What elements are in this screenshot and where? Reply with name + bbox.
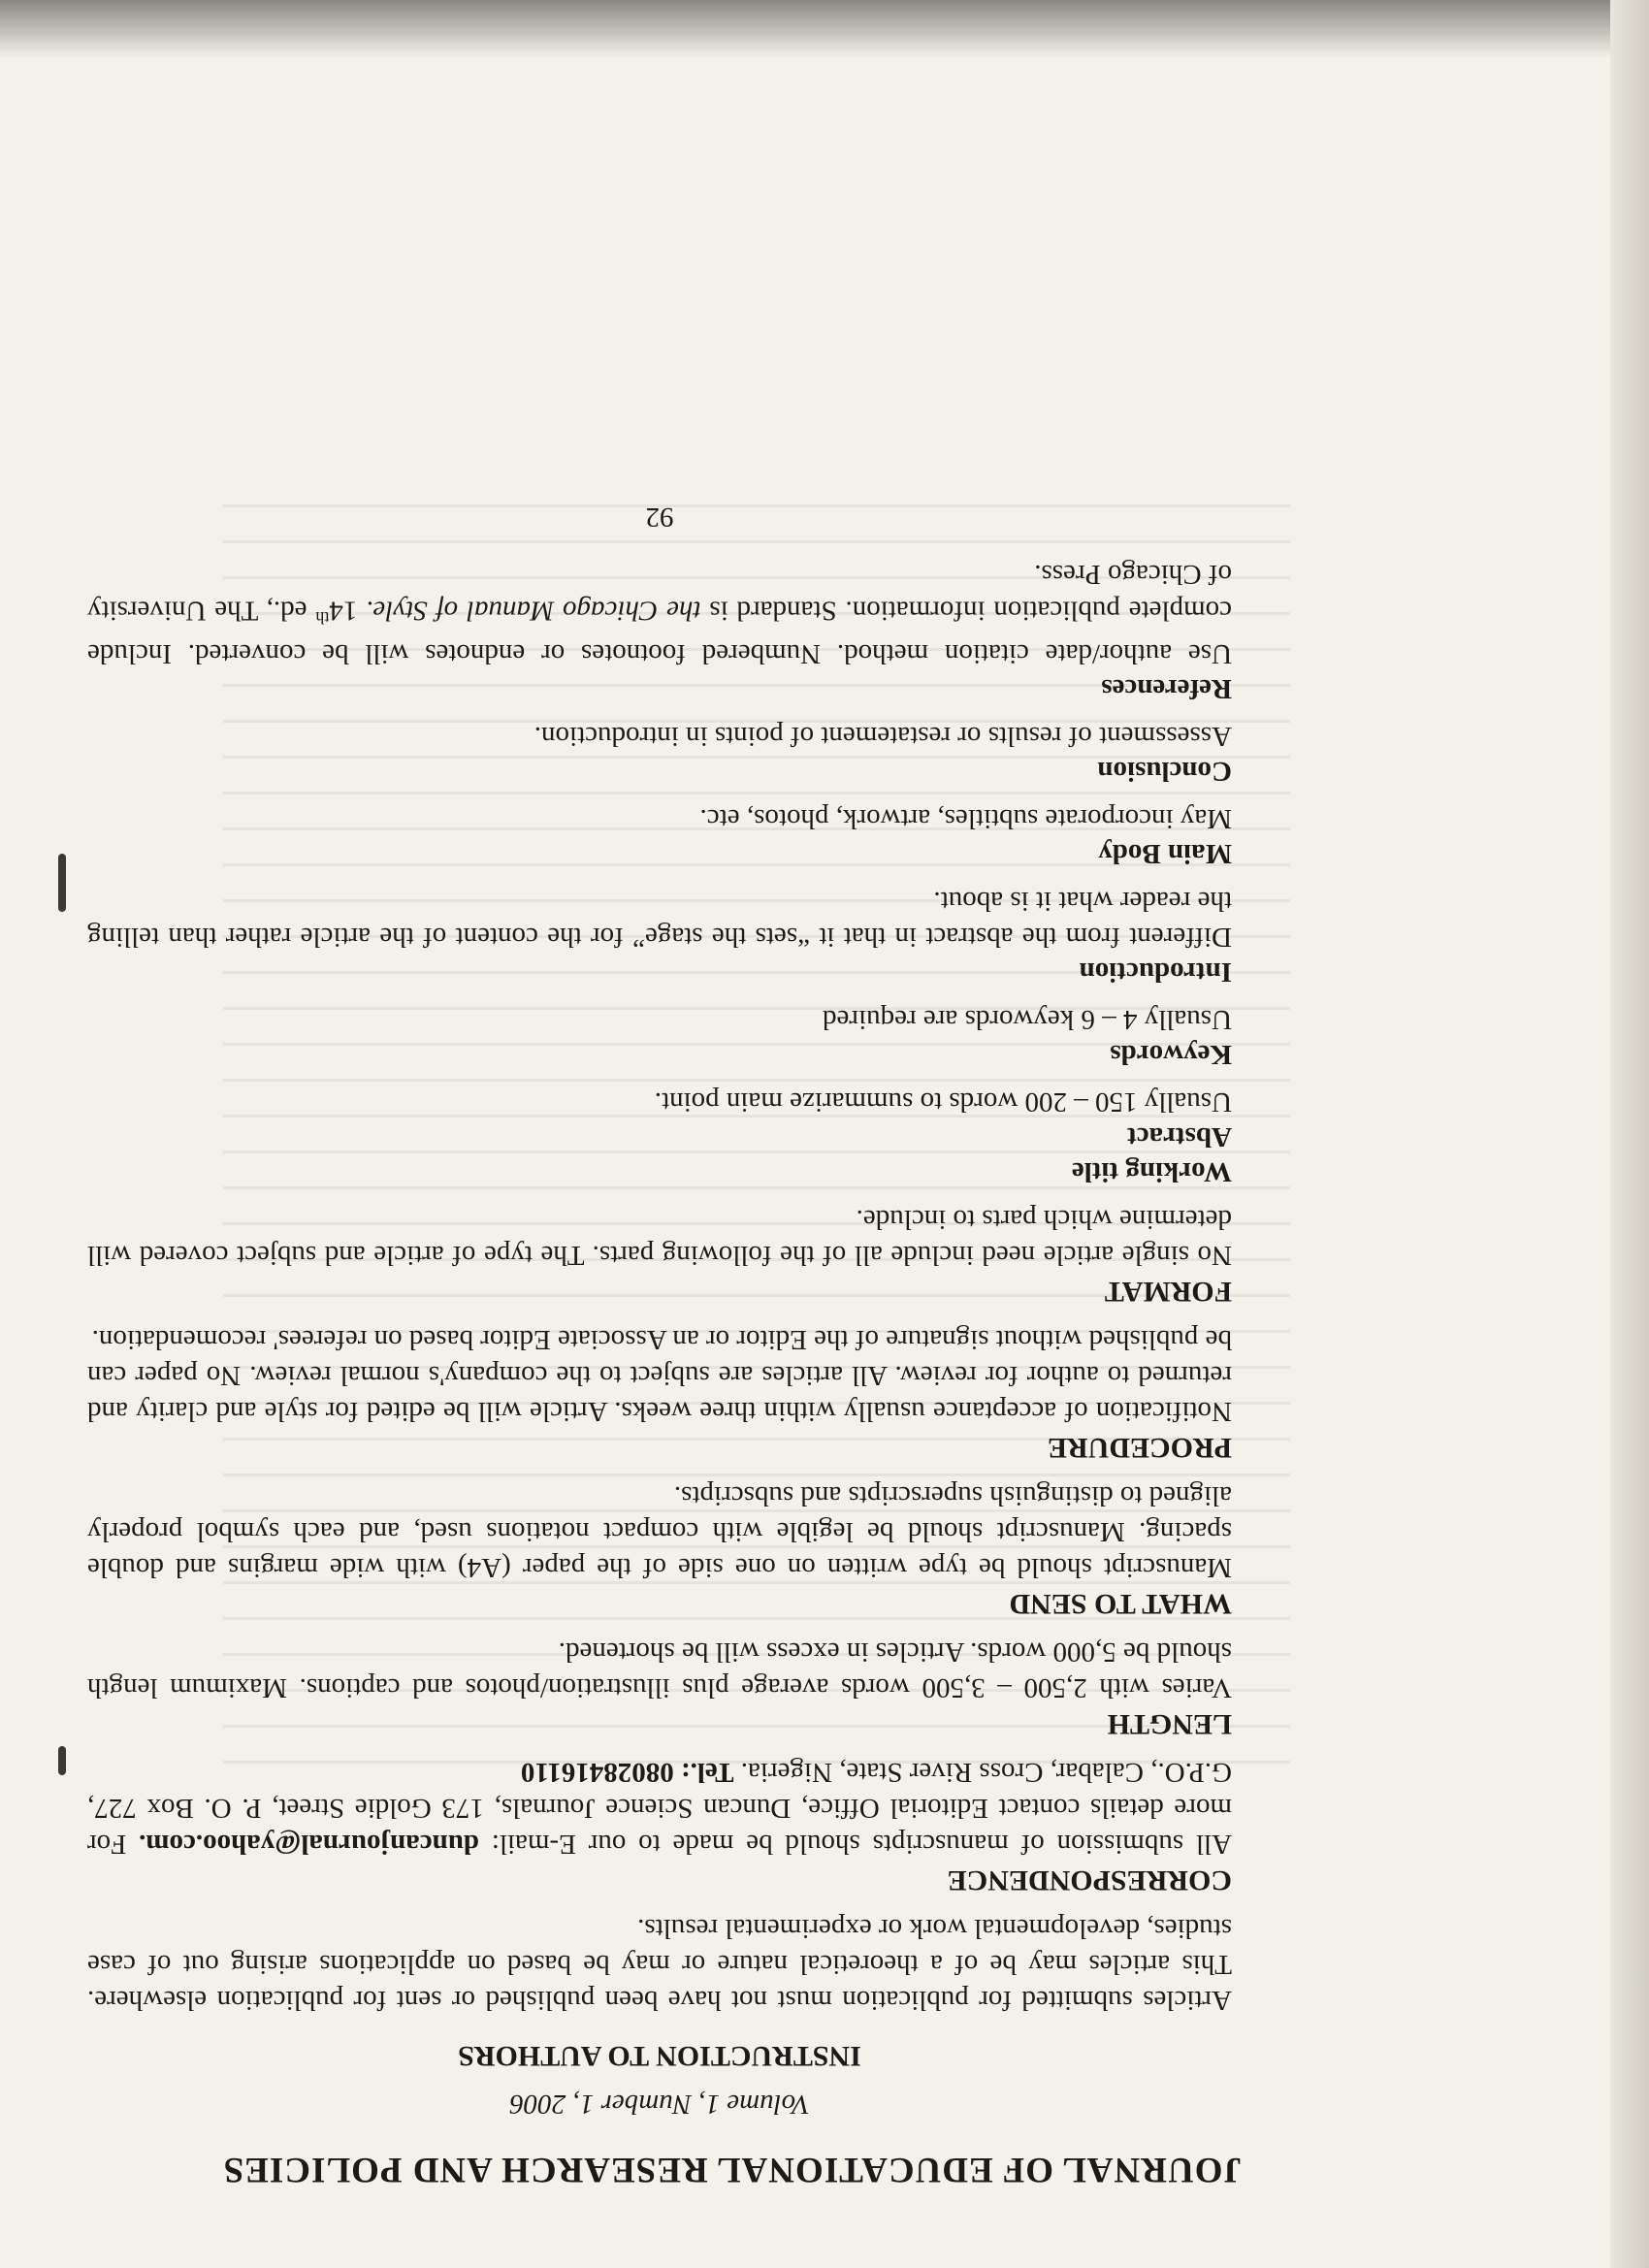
- email-address: duncanjournal@yahoo.com.: [139, 1829, 479, 1860]
- correspondence-text: All submission of manuscripts should be made to our E-mail: duncanjournal@yahoo.com. For more details contact Editorial Office, Duncan Science Journals, 173 Goldie Street, P. O. Box 727, G.P.O., Calabar, Cross River State, Nigeria. Tel.: 08028416110: [86, 1757, 1232, 1860]
- procedure-text: Notification of acceptance usually within three weeks. Article will be edited for style and clarity and returned to author for review. All articles are subject to the company's normal review. No paper can be published without signature of the Editor or an Associate Editor based on referees' recomendation.: [87, 1324, 1232, 1427]
- volume-line: Volume 1, Number 1, 2006: [509, 2089, 810, 2120]
- section-format-heading: FORMAT: [1104, 1276, 1232, 1308]
- intro-paragraph: Articles submitted for publication must not have been published or sent for publication elsewhere. This articles may be of a theoretical nature or may be based on applications arising out of case studies, developmental work or experimental results.: [87, 1913, 1232, 2016]
- conclusion-text: Assessment of results or restatement of points in introduction.: [534, 721, 1232, 752]
- introduction-heading: Introduction: [1079, 956, 1232, 988]
- section-what-to-send-heading: WHAT TO SEND: [1009, 1588, 1232, 1620]
- main-body-heading: Main Body: [1098, 838, 1232, 869]
- section-procedure-heading: PROCEDURE: [1047, 1432, 1232, 1464]
- abstract-heading: Abstract: [1127, 1121, 1232, 1152]
- section-length-heading: LENGTH: [1107, 1708, 1232, 1740]
- telephone: Tel.: 08028416110: [520, 1757, 734, 1788]
- document-body: [86, 501, 1242, 2190]
- conclusion-heading: Conclusion: [1097, 756, 1232, 787]
- keywords-heading: Keywords: [1110, 1039, 1232, 1070]
- main-body-text: May incorporate subtitles, artwork, photos, etc.: [699, 803, 1232, 834]
- length-text: Varies with 2,500 – 3,500 words average plus illustration/photos and captions. Maximum length should be 5,000 words. Articles in excess will be shortened.: [87, 1636, 1232, 1703]
- page-number: 92: [645, 502, 674, 534]
- section-correspondence-heading: CORRESPONDENCE: [947, 1864, 1232, 1896]
- keywords-text: Usually 4 – 6 keywords are required: [823, 1004, 1232, 1035]
- abstract-text: Usually 150 – 200 words to summarize main point.: [654, 1086, 1232, 1118]
- introduction-text: Different from the abstract in that it “sets the stage” for the content of the article rather than telling the reader what it is about.: [87, 886, 1232, 953]
- what-to-send-text: Manuscript should be type written on one side of the paper (A4) with wide margins and double spacing. Manuscript should be legible with compact notations used, and each symbol properly aligned to distinguish superscripts and subscripts.: [87, 1480, 1232, 1583]
- page-title: INSTRUCTION TO AUTHORS: [458, 2040, 861, 2072]
- references-text: Use author/date citation method. Numbered footnotes or endnotes will be converted. Include complete publication information. Standard is the Chicago Manual of Style. 14th ed., The University of Chicago Press.: [86, 559, 1232, 669]
- journal-title: JOURNAL OF EDUCATIONAL RESEARCH AND POLICIES: [222, 2150, 1242, 2189]
- working-title-heading: Working title: [1071, 1156, 1232, 1187]
- format-text: No single article need include all of the following parts. The type of article and subject covered will determine which parts to include.: [87, 1204, 1232, 1271]
- references-heading: References: [1101, 673, 1232, 704]
